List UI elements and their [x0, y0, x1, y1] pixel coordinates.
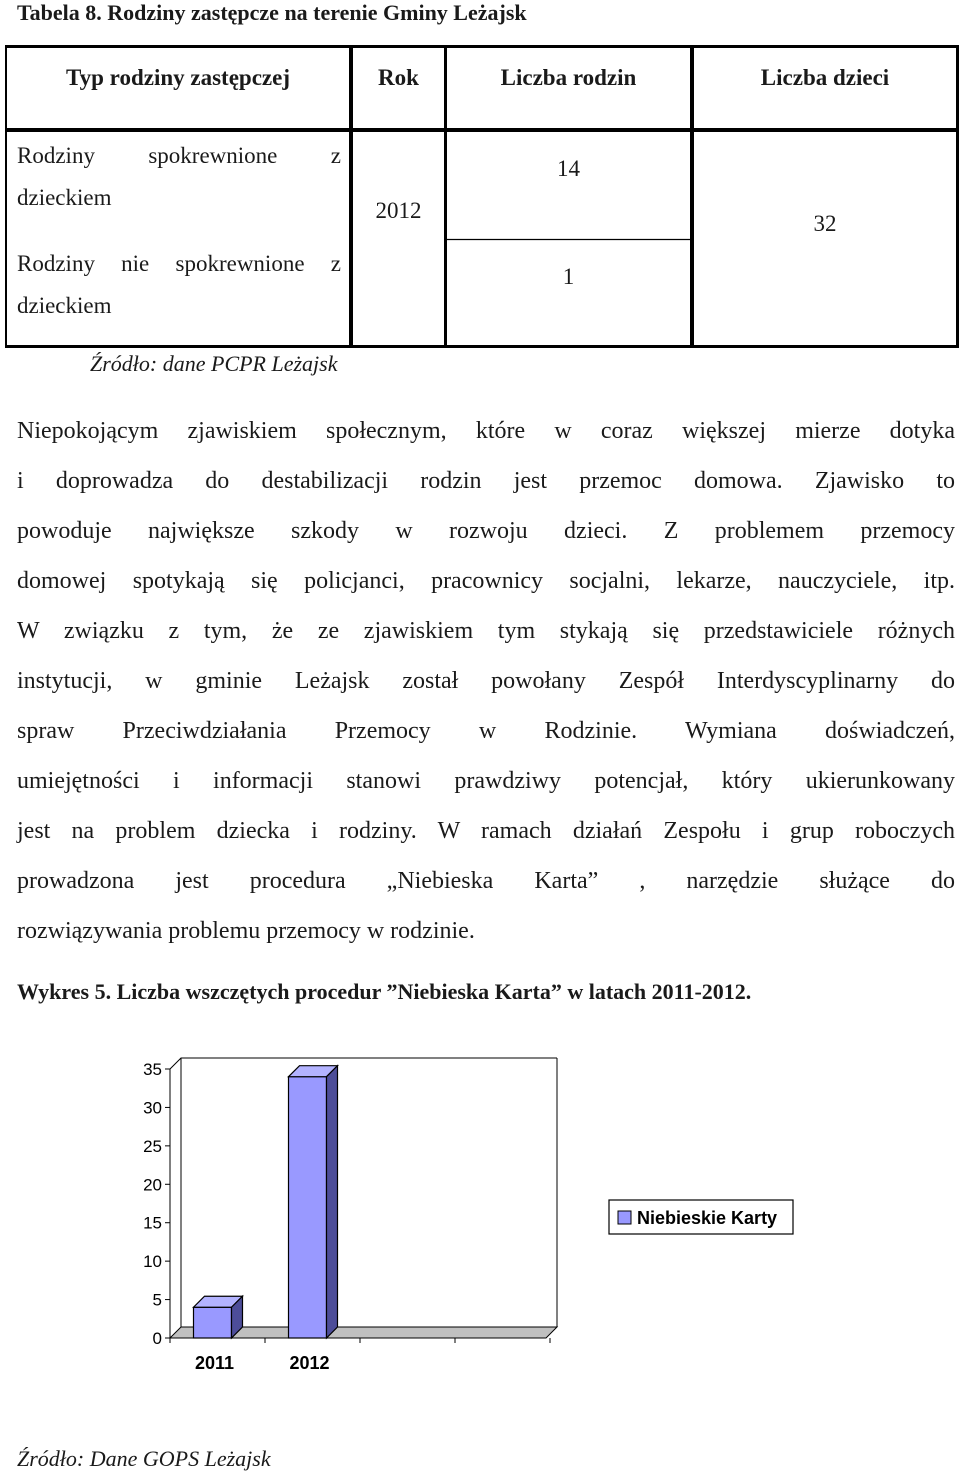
x-tick-label: 2012: [289, 1353, 330, 1373]
children-cell: 32: [813, 211, 837, 236]
bar-2012: [289, 1077, 327, 1338]
paragraph-line: Niepokojącym zjawiskiem społecznym, które w coraz większej mierze dotyka: [17, 418, 955, 444]
paragraph-line: prowadzona jest procedura „Niebieska Karta” , narzędzie służące do: [17, 868, 955, 894]
y-tick-label: 20: [143, 1175, 162, 1195]
table-source: Źródło: dane PCPR Leżajsk: [90, 351, 338, 376]
row1-type: Rodziny spokrewnione z dzieckiem: [17, 143, 341, 210]
paragraph-line: W związku z tym, że ze zjawiskiem tym stykają się przedstawiciele różnych: [17, 618, 955, 644]
paragraph-line: powoduje największe szkody w rozwoju dzieci. Z problemem przemocy: [17, 518, 955, 544]
bar-2011: [194, 1307, 232, 1338]
header-year: Rok: [378, 65, 419, 90]
row2-families: 1: [562, 264, 575, 289]
legend-label: Niebieskie Karty: [637, 1208, 778, 1228]
chart-source: Źródło: Dane GOPS Leżajsk: [17, 1446, 271, 1471]
row1-families: 14: [557, 156, 580, 181]
y-tick-label: 0: [152, 1329, 162, 1348]
paragraph-line: rozwiązywania problemu przemocy w rodzinie.: [17, 918, 475, 944]
x-tick-label: 2011: [194, 1353, 235, 1373]
table-caption: Tabela 8. Rodziny zastępcze na terenie Gminy Leżajsk: [17, 0, 527, 25]
y-tick-label: 35: [143, 1060, 162, 1079]
row2-type: Rodziny nie spokrewnione z dzieckiem: [17, 251, 341, 318]
paragraph-line: domowej spotykają się policjanci, pracownicy socjalni, lekarze, nauczyciele, itp.: [17, 568, 955, 594]
year-cell: 2012: [375, 198, 422, 223]
y-tick-label: 5: [152, 1290, 162, 1310]
header-families: Liczba rodzin: [500, 65, 637, 90]
header-type: Typ rodziny zastępczej: [65, 65, 290, 90]
chart-caption: Wykres 5. Liczba wszczętych procedur ”Niebieska Karta” w latach 2011-2012.: [17, 979, 752, 1004]
legend-swatch: [618, 1211, 631, 1224]
paragraph-line: instytucji, w gminie Leżajsk został powołany Zespół Interdyscyplinarny do: [17, 668, 955, 694]
y-tick-label: 10: [143, 1252, 162, 1272]
paragraph-line: spraw Przeciwdziałania Przemocy w Rodzinie. Wymiana doświadczeń,: [17, 718, 955, 744]
paragraph-line: jest na problem dziecka i rodziny. W ramach działań Zespołu i grup roboczych: [17, 818, 955, 844]
y-tick-label: 30: [143, 1098, 162, 1118]
bar-side-2012: [327, 1066, 338, 1338]
y-tick-label: 25: [143, 1136, 162, 1156]
bar-chart: [0, 1040, 960, 1420]
header-children: Liczba dzieci: [760, 65, 890, 90]
paragraph-line: umiejętności i informacji stanowi prawdziwy potencjał, który ukierunkowany: [17, 768, 955, 794]
paragraph-line: i doprowadza do destabilizacji rodzin jest przemoc domowa. Zjawisko to: [17, 468, 955, 494]
y-tick-label: 15: [143, 1213, 162, 1233]
body-paragraph: [17, 406, 955, 956]
